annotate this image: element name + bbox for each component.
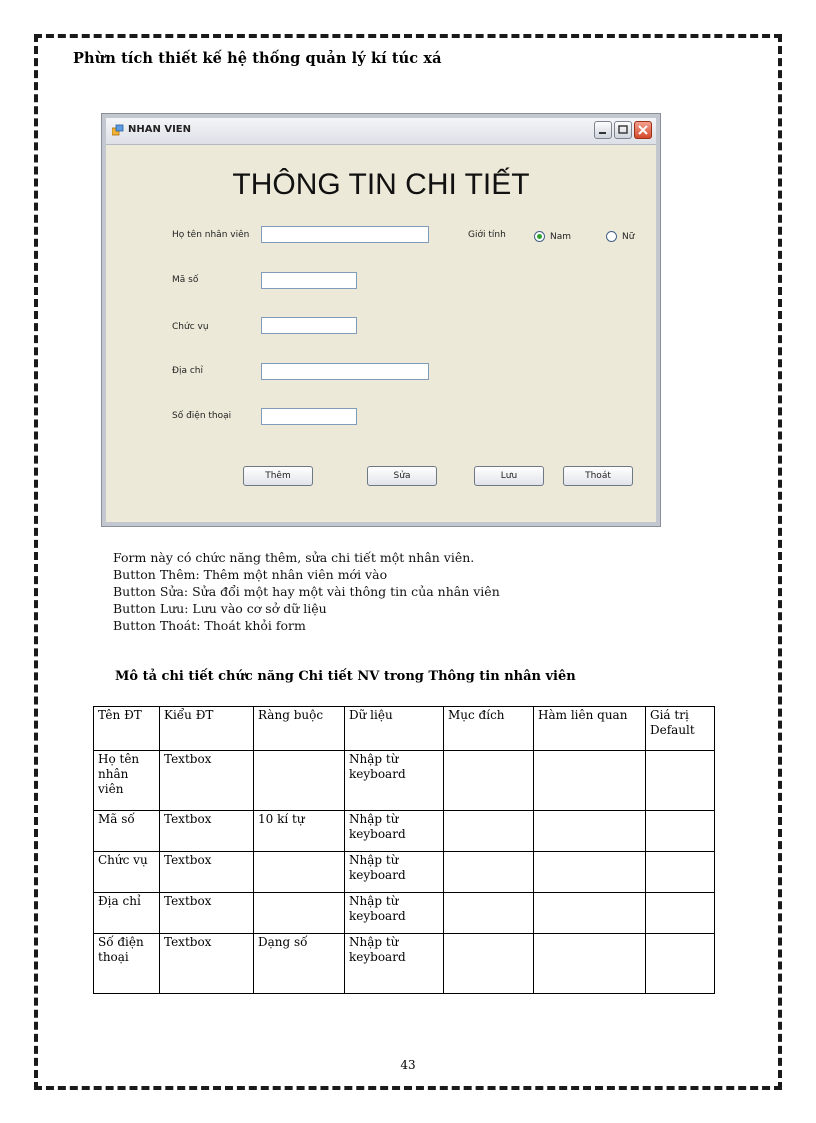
- maximize-icon: [615, 122, 631, 138]
- window-title: NHAN VIEN: [128, 124, 191, 135]
- radio-selected-icon: [534, 231, 545, 242]
- description-line: Button Thoát: Thoát khỏi form: [113, 618, 306, 633]
- maximize-button[interactable]: [614, 121, 632, 139]
- table-cell: [646, 934, 715, 994]
- address-input[interactable]: [261, 363, 429, 380]
- save-button[interactable]: Lưu: [474, 466, 544, 486]
- table-cell: Textbox: [160, 934, 254, 994]
- header-cell: Dữ liệu: [345, 707, 444, 751]
- table-cell: [534, 934, 646, 994]
- name-label: Họ tên nhân viên: [172, 230, 250, 240]
- table-cell: [444, 751, 534, 811]
- table-cell: [534, 751, 646, 811]
- header-cell: Ràng buộc: [254, 707, 345, 751]
- table-row: [94, 934, 715, 994]
- table-cell: Địa chỉ: [94, 893, 160, 934]
- add-button[interactable]: Thêm: [243, 466, 313, 486]
- close-button[interactable]: [634, 121, 652, 139]
- gender-male-radio[interactable]: [534, 231, 571, 242]
- table-cell: Mã số: [94, 811, 160, 852]
- gender-female-radio[interactable]: [606, 231, 634, 242]
- document-heading: Phừn tích thiết kế hệ thống quản lý kí túc xá: [73, 50, 442, 67]
- table-cell: Nhập từ keyboard: [345, 811, 444, 852]
- table-cell: [646, 852, 715, 893]
- table-cell: [254, 751, 345, 811]
- table-row: [94, 852, 715, 893]
- description-line: Form này có chức năng thêm, sửa chi tiết một nhân viên.: [113, 550, 475, 565]
- table-cell: 10 kí tự: [254, 811, 345, 852]
- table-cell: Số điện thoại: [94, 934, 160, 994]
- table-row: [94, 751, 715, 811]
- table-row: [94, 893, 715, 934]
- position-label: Chức vụ: [172, 322, 209, 332]
- header-cell: Tên ĐT: [94, 707, 160, 751]
- header-cell: Hàm liên quan: [534, 707, 646, 751]
- gender-female-label: Nữ: [622, 231, 635, 242]
- nhan-vien-window: [102, 114, 660, 526]
- table-cell: [646, 811, 715, 852]
- table-cell: Textbox: [160, 893, 254, 934]
- description-line: Button Lưu: Lưu vào cơ sở dữ liệu: [113, 601, 327, 616]
- table-cell: [534, 893, 646, 934]
- phone-input[interactable]: [261, 408, 357, 425]
- table-header-row: [94, 707, 715, 751]
- table-cell: [534, 811, 646, 852]
- id-input[interactable]: [261, 272, 357, 289]
- id-label: Mã số: [172, 275, 199, 285]
- spec-table-body: [94, 707, 715, 994]
- table-cell: [444, 893, 534, 934]
- table-cell: [444, 852, 534, 893]
- app-icon: [112, 124, 124, 136]
- header-cell: Giá trị Default: [646, 707, 715, 751]
- table-cell: Textbox: [160, 811, 254, 852]
- gender-male-label: Nam: [550, 231, 572, 242]
- phone-label: Số điện thoại: [172, 411, 232, 421]
- name-input[interactable]: [261, 226, 429, 243]
- description-line: Button Sửa: Sửa đổi một hay một vài thông tin của nhân viên: [113, 584, 500, 599]
- table-cell: Nhập từ keyboard: [345, 852, 444, 893]
- table-cell: Textbox: [160, 751, 254, 811]
- table-cell: [646, 751, 715, 811]
- table-cell: Textbox: [160, 852, 254, 893]
- page-number: 43: [400, 1058, 416, 1072]
- table-cell: Họ tên nhân viên: [94, 751, 160, 811]
- table-cell: [444, 934, 534, 994]
- table-cell: Chức vụ: [94, 852, 160, 893]
- spec-table: [93, 706, 715, 994]
- header-cell: Kiểu ĐT: [160, 707, 254, 751]
- table-cell: [534, 852, 646, 893]
- address-label: Địa chỉ: [172, 366, 204, 376]
- table-cell: [444, 811, 534, 852]
- table-cell: Nhập từ keyboard: [345, 934, 444, 994]
- table-row: [94, 811, 715, 852]
- form-title: THÔNG TIN CHI TIẾT: [232, 168, 530, 201]
- minimize-button[interactable]: [594, 121, 612, 139]
- gender-label: Giới tính: [468, 230, 506, 240]
- close-icon: [635, 122, 651, 138]
- radio-unselected-icon: [606, 231, 617, 242]
- table-cell: [254, 852, 345, 893]
- table-cell: Nhập từ keyboard: [345, 893, 444, 934]
- table-cell: Dạng số: [254, 934, 345, 994]
- minimize-icon: [595, 122, 611, 138]
- window-titlebar: [106, 118, 656, 145]
- description-line: Button Thêm: Thêm một nhân viên mới vào: [113, 567, 388, 582]
- exit-button[interactable]: Thoát: [563, 466, 633, 486]
- edit-button[interactable]: Sửa: [367, 466, 437, 486]
- description: [113, 549, 500, 634]
- header-cell: Mục đích: [444, 707, 534, 751]
- table-title: Mô tả chi tiết chức năng Chi tiết NV trong Thông tin nhân viên: [115, 669, 576, 684]
- table-cell: Nhập từ keyboard: [345, 751, 444, 811]
- position-input[interactable]: [261, 317, 357, 334]
- table-cell: [646, 893, 715, 934]
- table-cell: [254, 893, 345, 934]
